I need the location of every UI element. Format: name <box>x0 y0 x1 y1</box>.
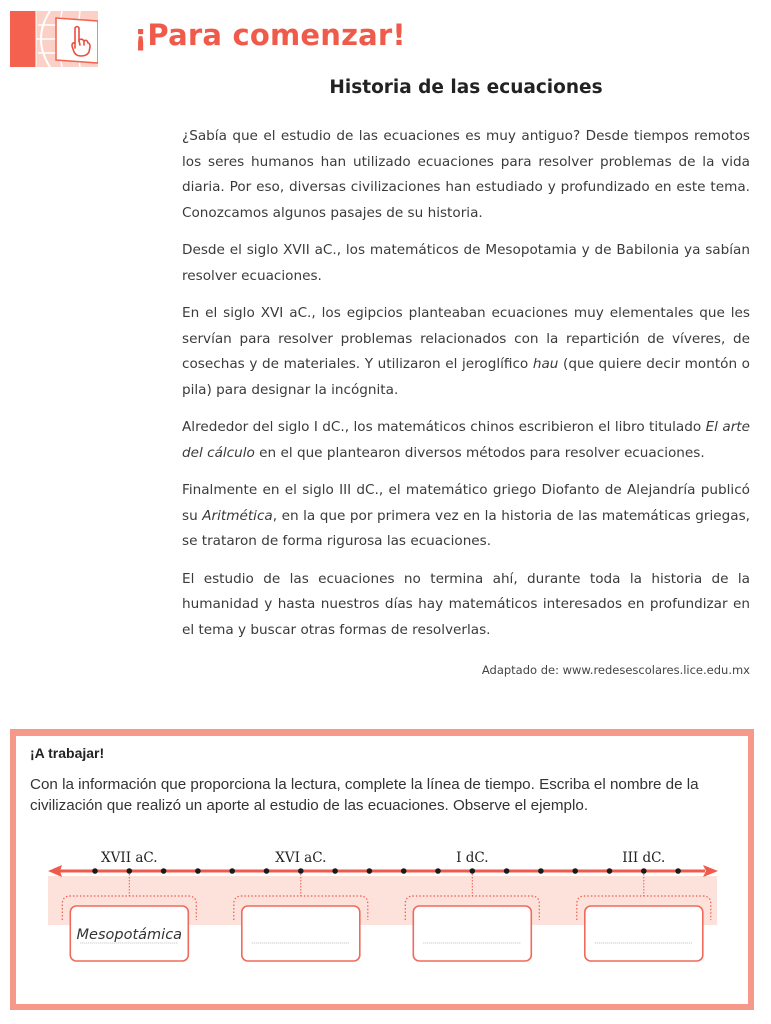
timeline-tick <box>127 868 133 874</box>
paragraph-text: En el siglo XVI aC., los egipcios planteaban ecuaciones muy elementales que les servían para resolver problemas relacionados con la repartición de víveres, de cosechas y de materiales. Y utilizaron el jeroglífico <box>182 305 750 372</box>
paragraph-text: Alrededor del siglo I dC., los matemáticos chinos escribieron el libro titulado <box>182 419 706 435</box>
timeline-tick <box>470 868 476 874</box>
timeline-tick <box>92 868 98 874</box>
timeline-tick <box>607 868 613 874</box>
answer-box[interactable] <box>413 906 531 961</box>
answer-text: Mesopotámica <box>76 927 183 943</box>
italic-title: hau <box>532 356 559 372</box>
activity-instructions: Con la información que proporciona la lectura, complete la línea de tiempo. Escriba el nombre de la civilización que realizó un aporte al estudio de las ecuaciones. Observe el ejemplo. <box>30 776 699 814</box>
paragraph-text: El estudio de las ecuaciones no termina ahí, durante toda la historia de la humanidad y hasta nuestros días hay matemáticos interesados en profundizar en el tema y buscar otras formas de resolverlas. <box>182 570 750 638</box>
timeline-tick <box>504 868 510 874</box>
paragraph-text: en el que plantearon diversos métodos para resolver ecuaciones. <box>254 444 705 461</box>
answer-box-frame <box>413 906 531 961</box>
arrow-right-icon <box>703 865 718 877</box>
example-answer-box <box>70 906 188 961</box>
paragraph-text: ¿Sabía que el estudio de las ecuaciones es muy antiguo? Desde tiempos remotos los seres humanos han utilizado ecuaciones para resolver problemas de la vida diaria. Por eso, diversas civilizaciones han estudiado y profundizado en este tema. Conozcamos algunos pasajes de su historia. <box>182 128 750 221</box>
timeline-tick <box>675 868 681 874</box>
timeline-tick <box>538 868 544 874</box>
paragraph-text: Finalmente en el siglo III dC., el matemático griego Diofanto de Alejandría publicó su <box>182 482 750 524</box>
timeline-label: XVI aC. <box>275 850 327 866</box>
arrow-left-icon <box>48 865 62 877</box>
timeline-tick <box>641 868 647 874</box>
paragraph-text: (que quiere decir montón o pila) para designar la incógnita. <box>182 356 751 398</box>
activity-title: ¡A trabajar! <box>30 745 105 761</box>
timeline-tick <box>195 868 201 874</box>
answer-box-frame <box>242 906 360 961</box>
timeline-tick <box>229 868 235 874</box>
paragraph-text: Desde el siglo XVII aC., los matemáticos de Mesopotamia y de Babilonia ya sabían resolver ecuaciones. <box>182 242 750 284</box>
timeline-tick <box>401 868 407 874</box>
answer-box[interactable] <box>242 906 360 961</box>
timeline-tick <box>332 868 338 874</box>
timeline-label: XVII aC. <box>101 850 158 866</box>
paragraph-text: , en la que por primera vez en la historia de las matemáticas griegas, se trataron de forma rigurosa las ecuaciones. <box>182 507 751 549</box>
timeline-tick <box>435 868 441 874</box>
timeline-label: III dC. <box>622 850 666 866</box>
timeline-tick <box>572 868 578 874</box>
timeline-tick <box>367 868 373 874</box>
page-title: ¡Para comenzar! <box>134 18 406 52</box>
timeline-tick <box>161 868 167 874</box>
answer-box-frame <box>585 906 703 961</box>
italic-title: El arte del cálculo <box>182 419 750 461</box>
timeline-tick <box>264 868 270 874</box>
reading-title: Historia de las ecuaciones <box>329 77 603 98</box>
italic-title: Aritmética <box>202 507 273 524</box>
timeline-tick <box>298 868 304 874</box>
timeline-label: I dC. <box>456 850 489 866</box>
source-citation: Adaptado de: www.redesescolares.lice.edu.mx <box>481 663 750 677</box>
answer-box[interactable] <box>585 906 703 961</box>
